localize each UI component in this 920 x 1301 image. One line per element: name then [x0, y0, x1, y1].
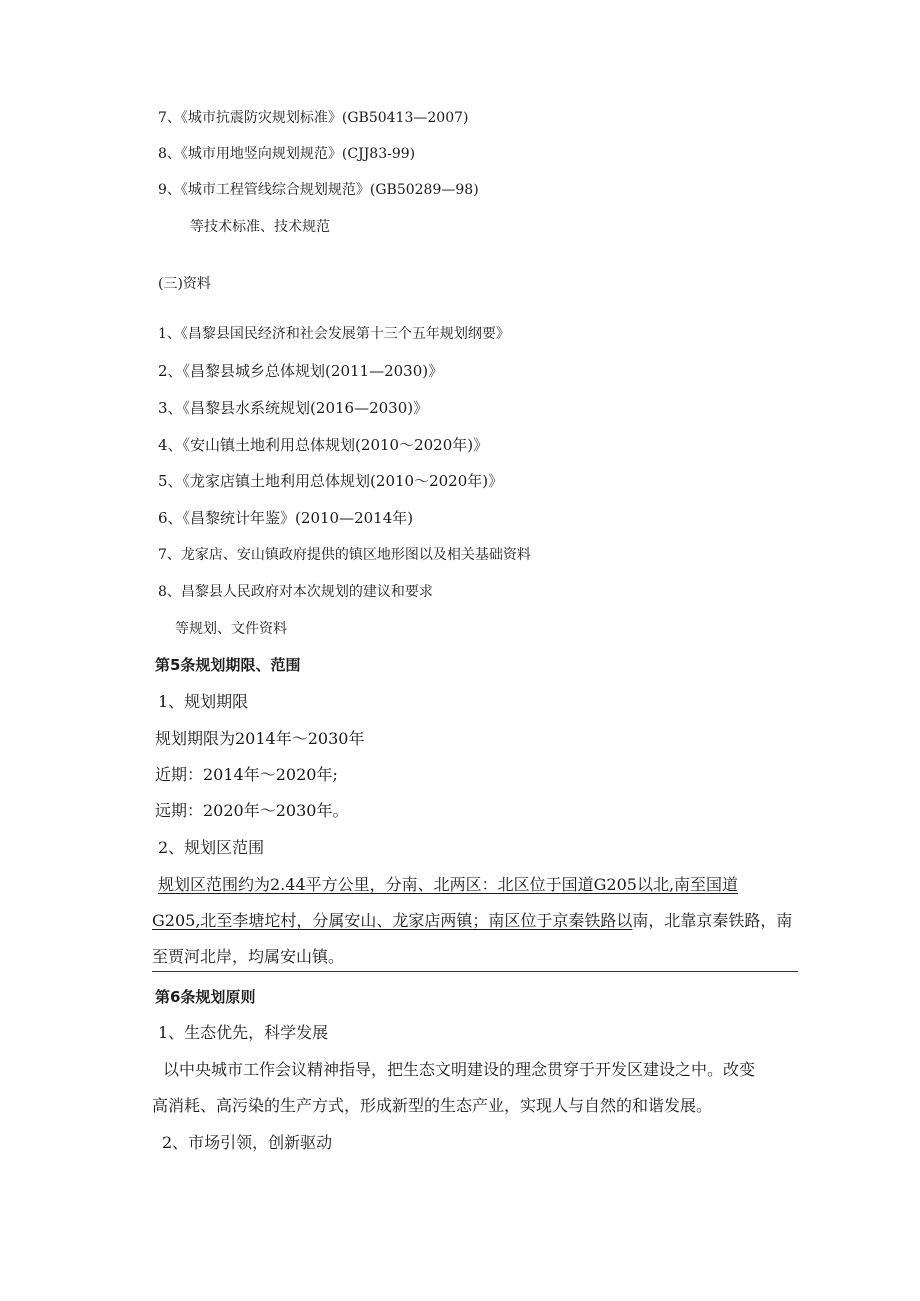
planning-range-line-2	[152, 913, 792, 929]
article-5-title: 第5条规划期限、范围	[155, 656, 301, 674]
planning-period: 规划期限为2014年～2030年	[155, 729, 365, 748]
material-item-5: 5、《龙家店镇土地利用总体规划(2010～2020年)》	[158, 472, 504, 490]
article-6-sub-1: 1、生态优先，科学发展	[158, 1023, 329, 1042]
planning-range-line-2-rest: 南，北靠京秦铁路，南	[632, 911, 793, 930]
article-5-sub-2: 2、规划区范围	[158, 838, 265, 857]
material-item-2: 2、《昌黎县城乡总体规划(2011—2030)》	[158, 362, 444, 380]
standard-item-8: 8、《城市用地竖向规划规范》(CJJ83-99)	[158, 146, 416, 162]
materials-heading: (三)资料	[158, 276, 211, 292]
material-item-4: 4、《安山镇土地利用总体规划(2010～2020年)》	[158, 436, 489, 454]
long-term-period: 远期：2020年～2030年。	[155, 801, 349, 820]
materials-closing: 等规划、文件资料	[175, 621, 287, 637]
material-item-3: 3、《昌黎县水系统规划(2016—2030)》	[158, 399, 429, 417]
principle-paragraph-line-1: 以中央城市工作会议精神指导，把生态文明建设的理念贯穿于开发区建设之中。改变	[163, 1060, 756, 1079]
near-term-period: 近期：2014年～2020年;	[155, 765, 338, 784]
material-item-7: 7、龙家店、安山镇政府提供的镇区地形图以及相关基础资料	[158, 547, 531, 563]
standards-closing: 等技术标准、技术规范	[190, 219, 330, 235]
section-divider	[152, 971, 798, 972]
planning-range-line-1: 规划区范围约为2.44平方公里，分南、北两区：北区位于国道G205以北,南至国道	[158, 875, 739, 894]
article-5-sub-1: 1、规划期限	[158, 692, 249, 711]
material-item-8: 8、昌黎县人民政府对本次规划的建议和要求	[158, 584, 433, 600]
material-item-1: 1、《昌黎县国民经济和社会发展第十三个五年规划纲要》	[158, 326, 510, 342]
planning-range-line-2-underlined: G205,北至李塘坨村，分属安山、龙家店两镇；南区位于京秦铁路以	[152, 911, 633, 930]
standard-item-9: 9、《城市工程管线综合规划规范》(GB50289—98)	[158, 182, 479, 198]
principle-paragraph-line-2: 高消耗、高污染的生产方式，形成新型的生态产业，实现人与自然的和谐发展。	[152, 1096, 713, 1115]
planning-range-line-3: 至贾河北岸，均属安山镇。	[152, 947, 345, 966]
article-6-title: 第6条规划原则	[155, 988, 256, 1006]
material-item-6: 6、《昌黎统计年鉴》(2010—2014年)	[158, 509, 414, 527]
article-6-sub-2: 2、市场引领，创新驱动	[162, 1133, 333, 1152]
standard-item-7: 7、《城市抗震防灾规划标准》(GB50413—2007)	[158, 110, 469, 126]
